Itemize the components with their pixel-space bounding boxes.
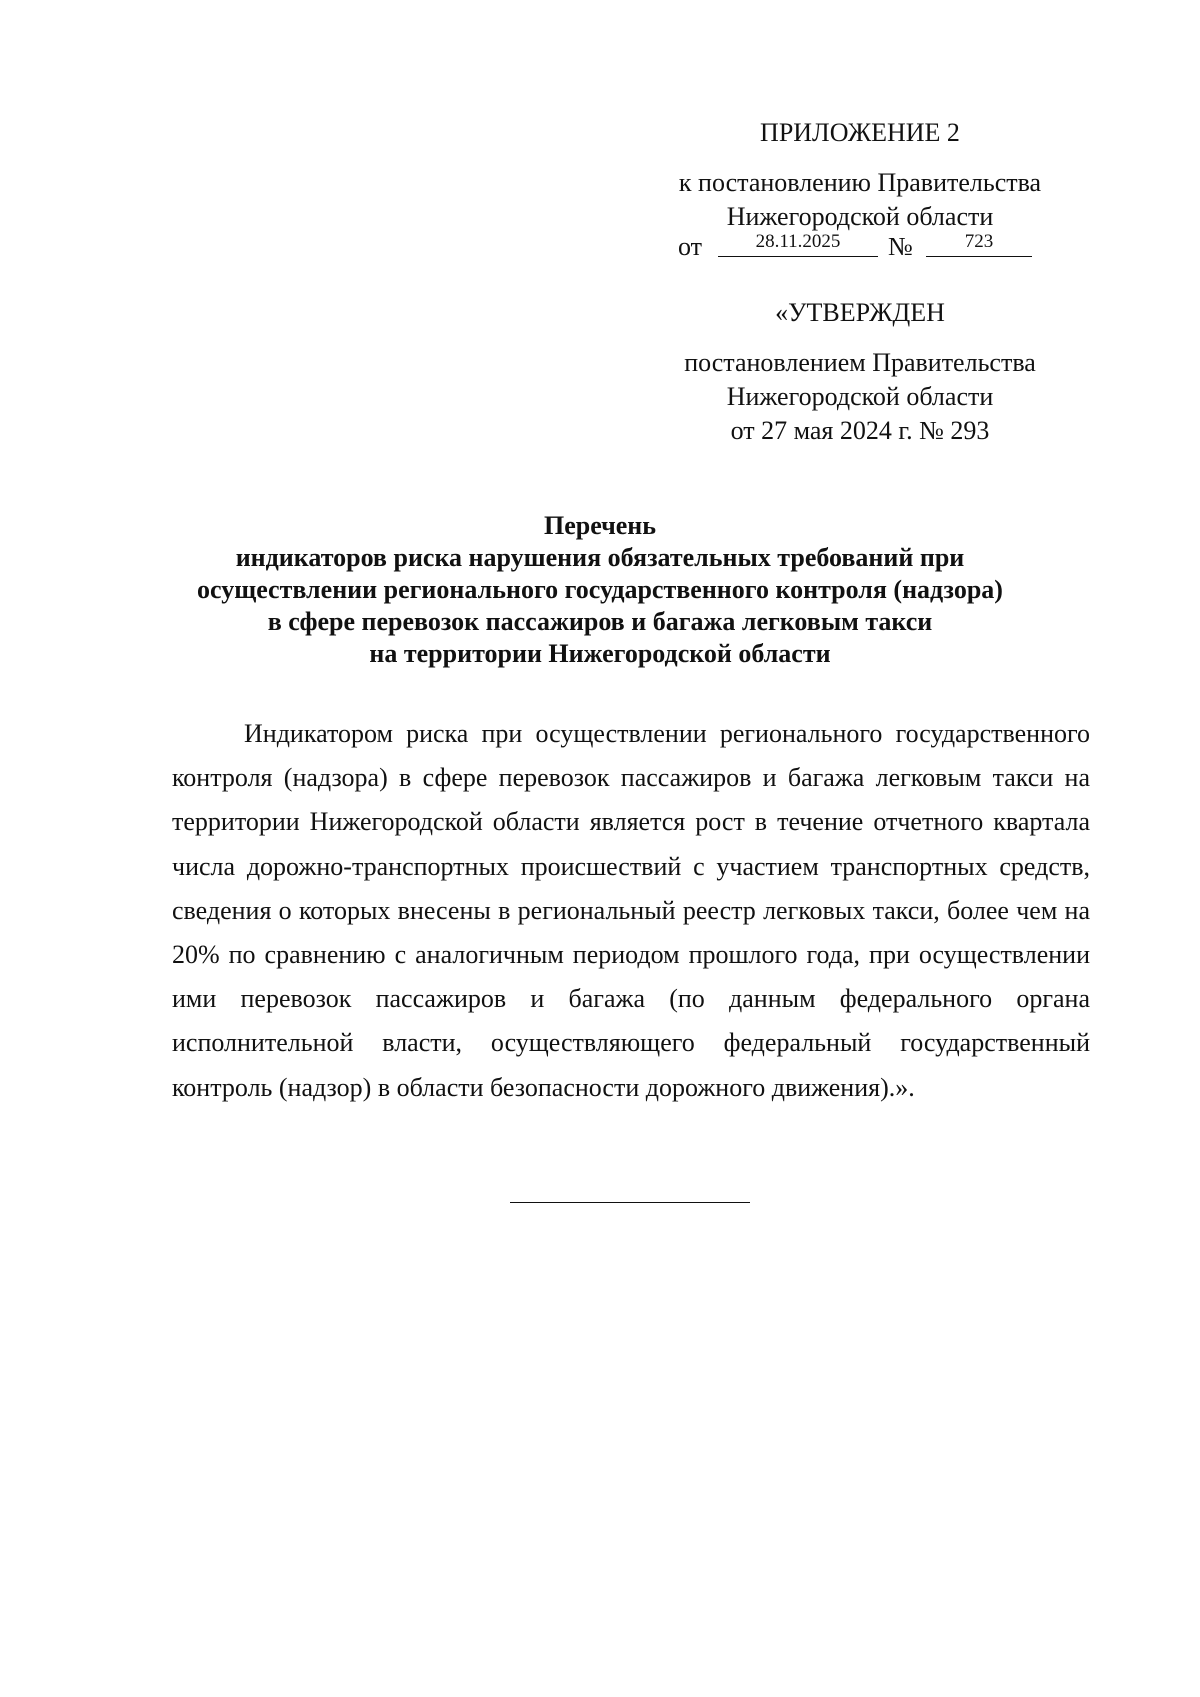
date-prefix: от — [678, 232, 703, 261]
approved-line1: постановлением Правительства — [684, 348, 1036, 377]
number-field: 723 — [926, 228, 1032, 257]
heading-line2: индикаторов риска нарушения обязательных требований при — [235, 543, 965, 572]
heading-line4: в сфере перевозок пассажиров и багажа легковым такси — [267, 607, 933, 636]
body-paragraph: Индикатором риска при осуществлении регионального государственного контроля (надзора) в сфере перевозок пассажиров и багажа легковым такси на территории Нижегородской области является рост в течение отчетного квартала числа дорожно-транспортных происшествий с участием транспортных средств, сведения о которых внесены в региональный реестр легковых такси, более чем на 20% по сравнению с аналогичным периодом прошлого года, при осуществлении ими перевозок пассажиров и багажа (по данным федерального органа исполнительной власти, осуществляющего федеральный государственный контроль (надзор) в области безопасности дорожного движения).». — [172, 719, 1090, 1102]
annex-title: ПРИЛОЖЕНИЕ 2 — [760, 118, 960, 147]
annex-ref-line2: Нижегородской области — [726, 202, 994, 231]
heading-line1: Перечень — [543, 511, 657, 540]
annex-ref-line1: к постановлению Правительства — [678, 168, 1042, 197]
approved-line2: Нижегородской области — [726, 382, 994, 411]
heading-line3: осуществлении регионального государственного контроля (надзора) — [197, 575, 1003, 604]
document-heading — [150, 510, 1050, 670]
number-sign: № — [888, 232, 913, 261]
closing-divider — [510, 1202, 750, 1203]
approved-reference — [640, 346, 1080, 448]
annex-reference — [640, 166, 1080, 234]
date-field: 28.11.2025 — [718, 228, 878, 257]
approved-title: «УТВЕРЖДЕН — [775, 298, 945, 327]
annex-date-number-row — [678, 228, 1038, 264]
approved-line3: от 27 мая 2024 г. № 293 — [730, 416, 990, 445]
heading-line5: на территории Нижегородской области — [369, 639, 831, 668]
